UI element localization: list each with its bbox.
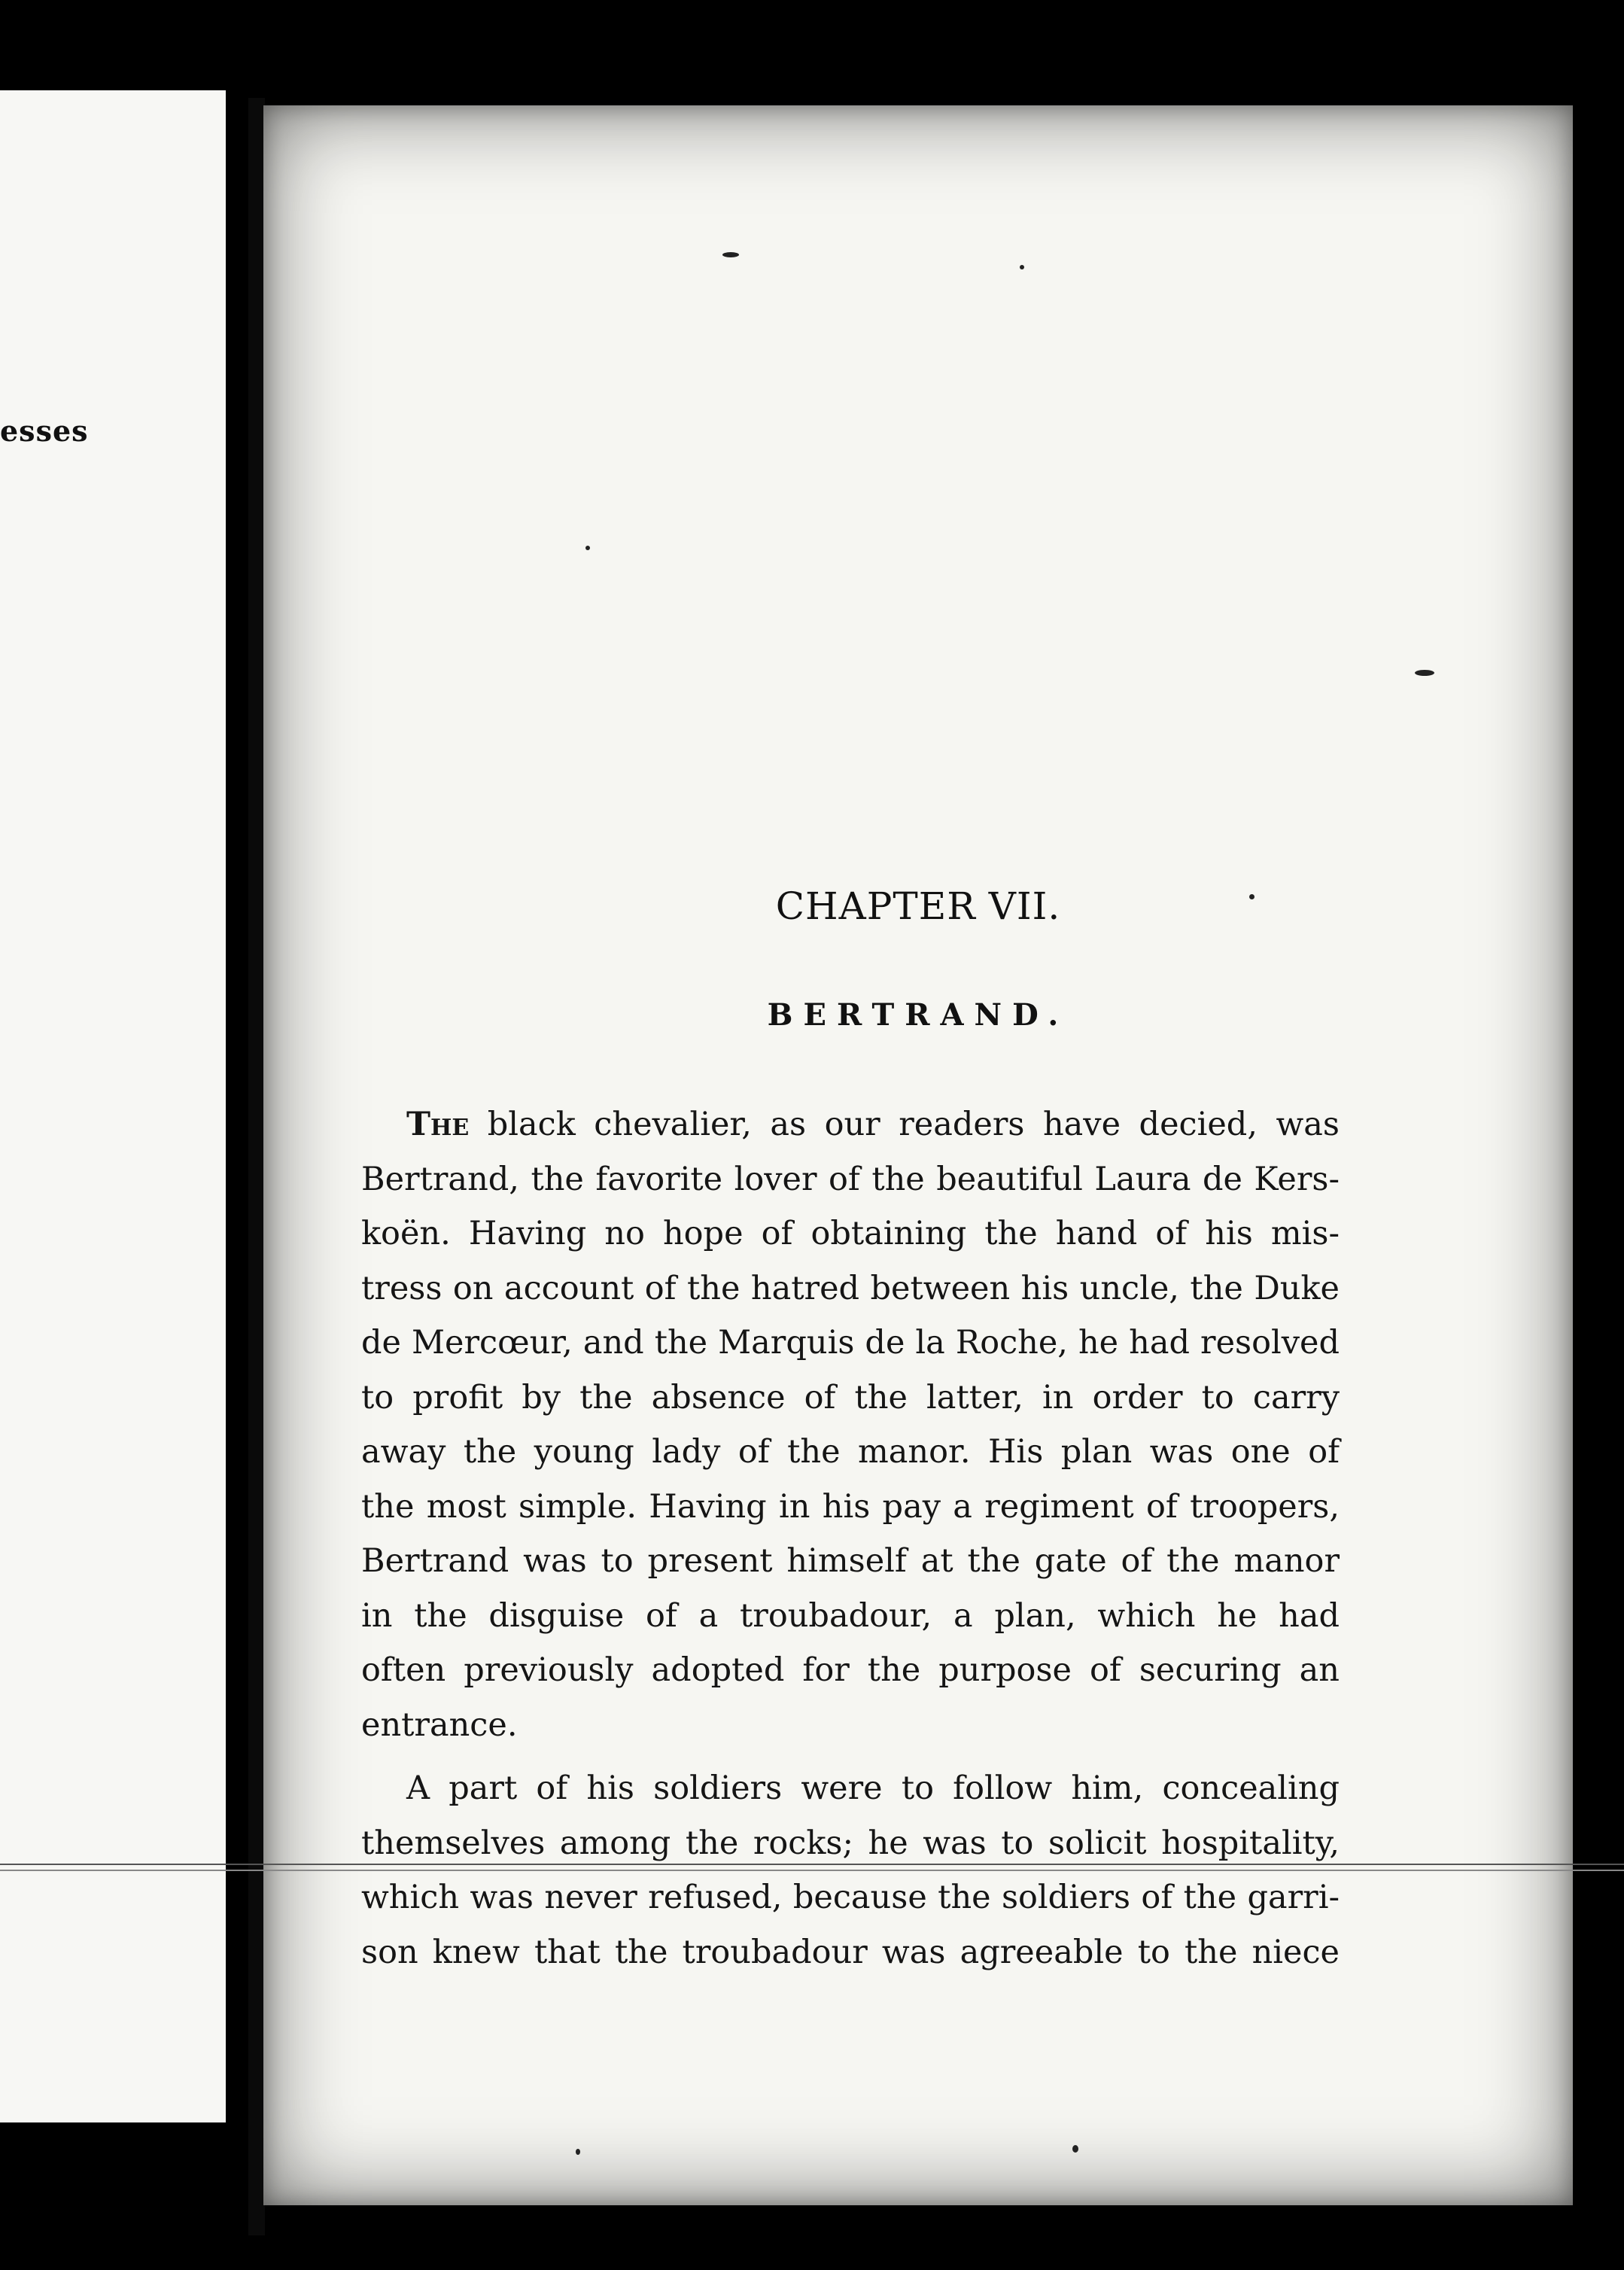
facing-page-text-fragment: esses — [0, 414, 89, 448]
dust-speck — [1415, 670, 1434, 676]
text-line: koën. Having no hope of obtaining the hand of his mis- — [361, 1215, 1340, 1252]
book-gutter — [248, 98, 265, 2235]
chapter-title: BERTRAND. — [767, 997, 1069, 1033]
text-line: themselves among the rocks; he was to solicit hospitality, — [361, 1824, 1340, 1862]
text-line: which was never refused, because the soldiers of the garri- — [361, 1879, 1340, 1916]
paragraph-1 — [361, 1097, 1340, 1752]
text-line: son knew that the troubadour was agreeable to the niece — [361, 1933, 1340, 1971]
chapter-body — [361, 1097, 1340, 1989]
scan-artifact-line — [0, 1864, 1624, 1865]
dust-speck — [1020, 265, 1024, 269]
scan-artifact-line — [0, 1870, 1624, 1871]
dust-speck — [576, 2149, 580, 2155]
text-line: entrance. — [361, 1706, 518, 1744]
text-line: A part of his soldiers were to follow him, concealing — [406, 1769, 1340, 1807]
dust-speck — [722, 252, 739, 257]
text-line: the most simple. Having in his pay a regiment of troopers, — [361, 1487, 1340, 1526]
text-line: de Mercœur, and the Marquis de la Roche, he had resolved — [361, 1324, 1340, 1362]
dust-speck — [585, 546, 590, 550]
text-line: Bertrand, the favorite lover of the beautiful Laura de Kers- — [361, 1160, 1340, 1198]
text-line: Bertrand was to present himself at the gate of the manor — [361, 1542, 1340, 1580]
facing-page — [0, 90, 226, 2122]
dust-speck — [1249, 894, 1254, 899]
drop-lead-word: The — [406, 1106, 470, 1143]
chapter-heading: CHAPTER VII. — [775, 884, 1061, 928]
text-line: away the young lady of the manor. His plan was one of — [361, 1433, 1340, 1471]
dust-speck — [1072, 2145, 1078, 2153]
text-line: often previously adopted for the purpose of securing an — [361, 1651, 1340, 1689]
book-page — [263, 105, 1573, 2205]
text-line: tress on account of the hatred between his uncle, the Duke — [361, 1269, 1340, 1307]
text-line: to profit by the absence of the latter, in order to carry — [361, 1378, 1340, 1416]
text-line: in the disguise of a troubadour, a plan, which he had — [361, 1596, 1340, 1635]
text-line: The black chevalier, as our readers have decied, was — [406, 1106, 1340, 1143]
